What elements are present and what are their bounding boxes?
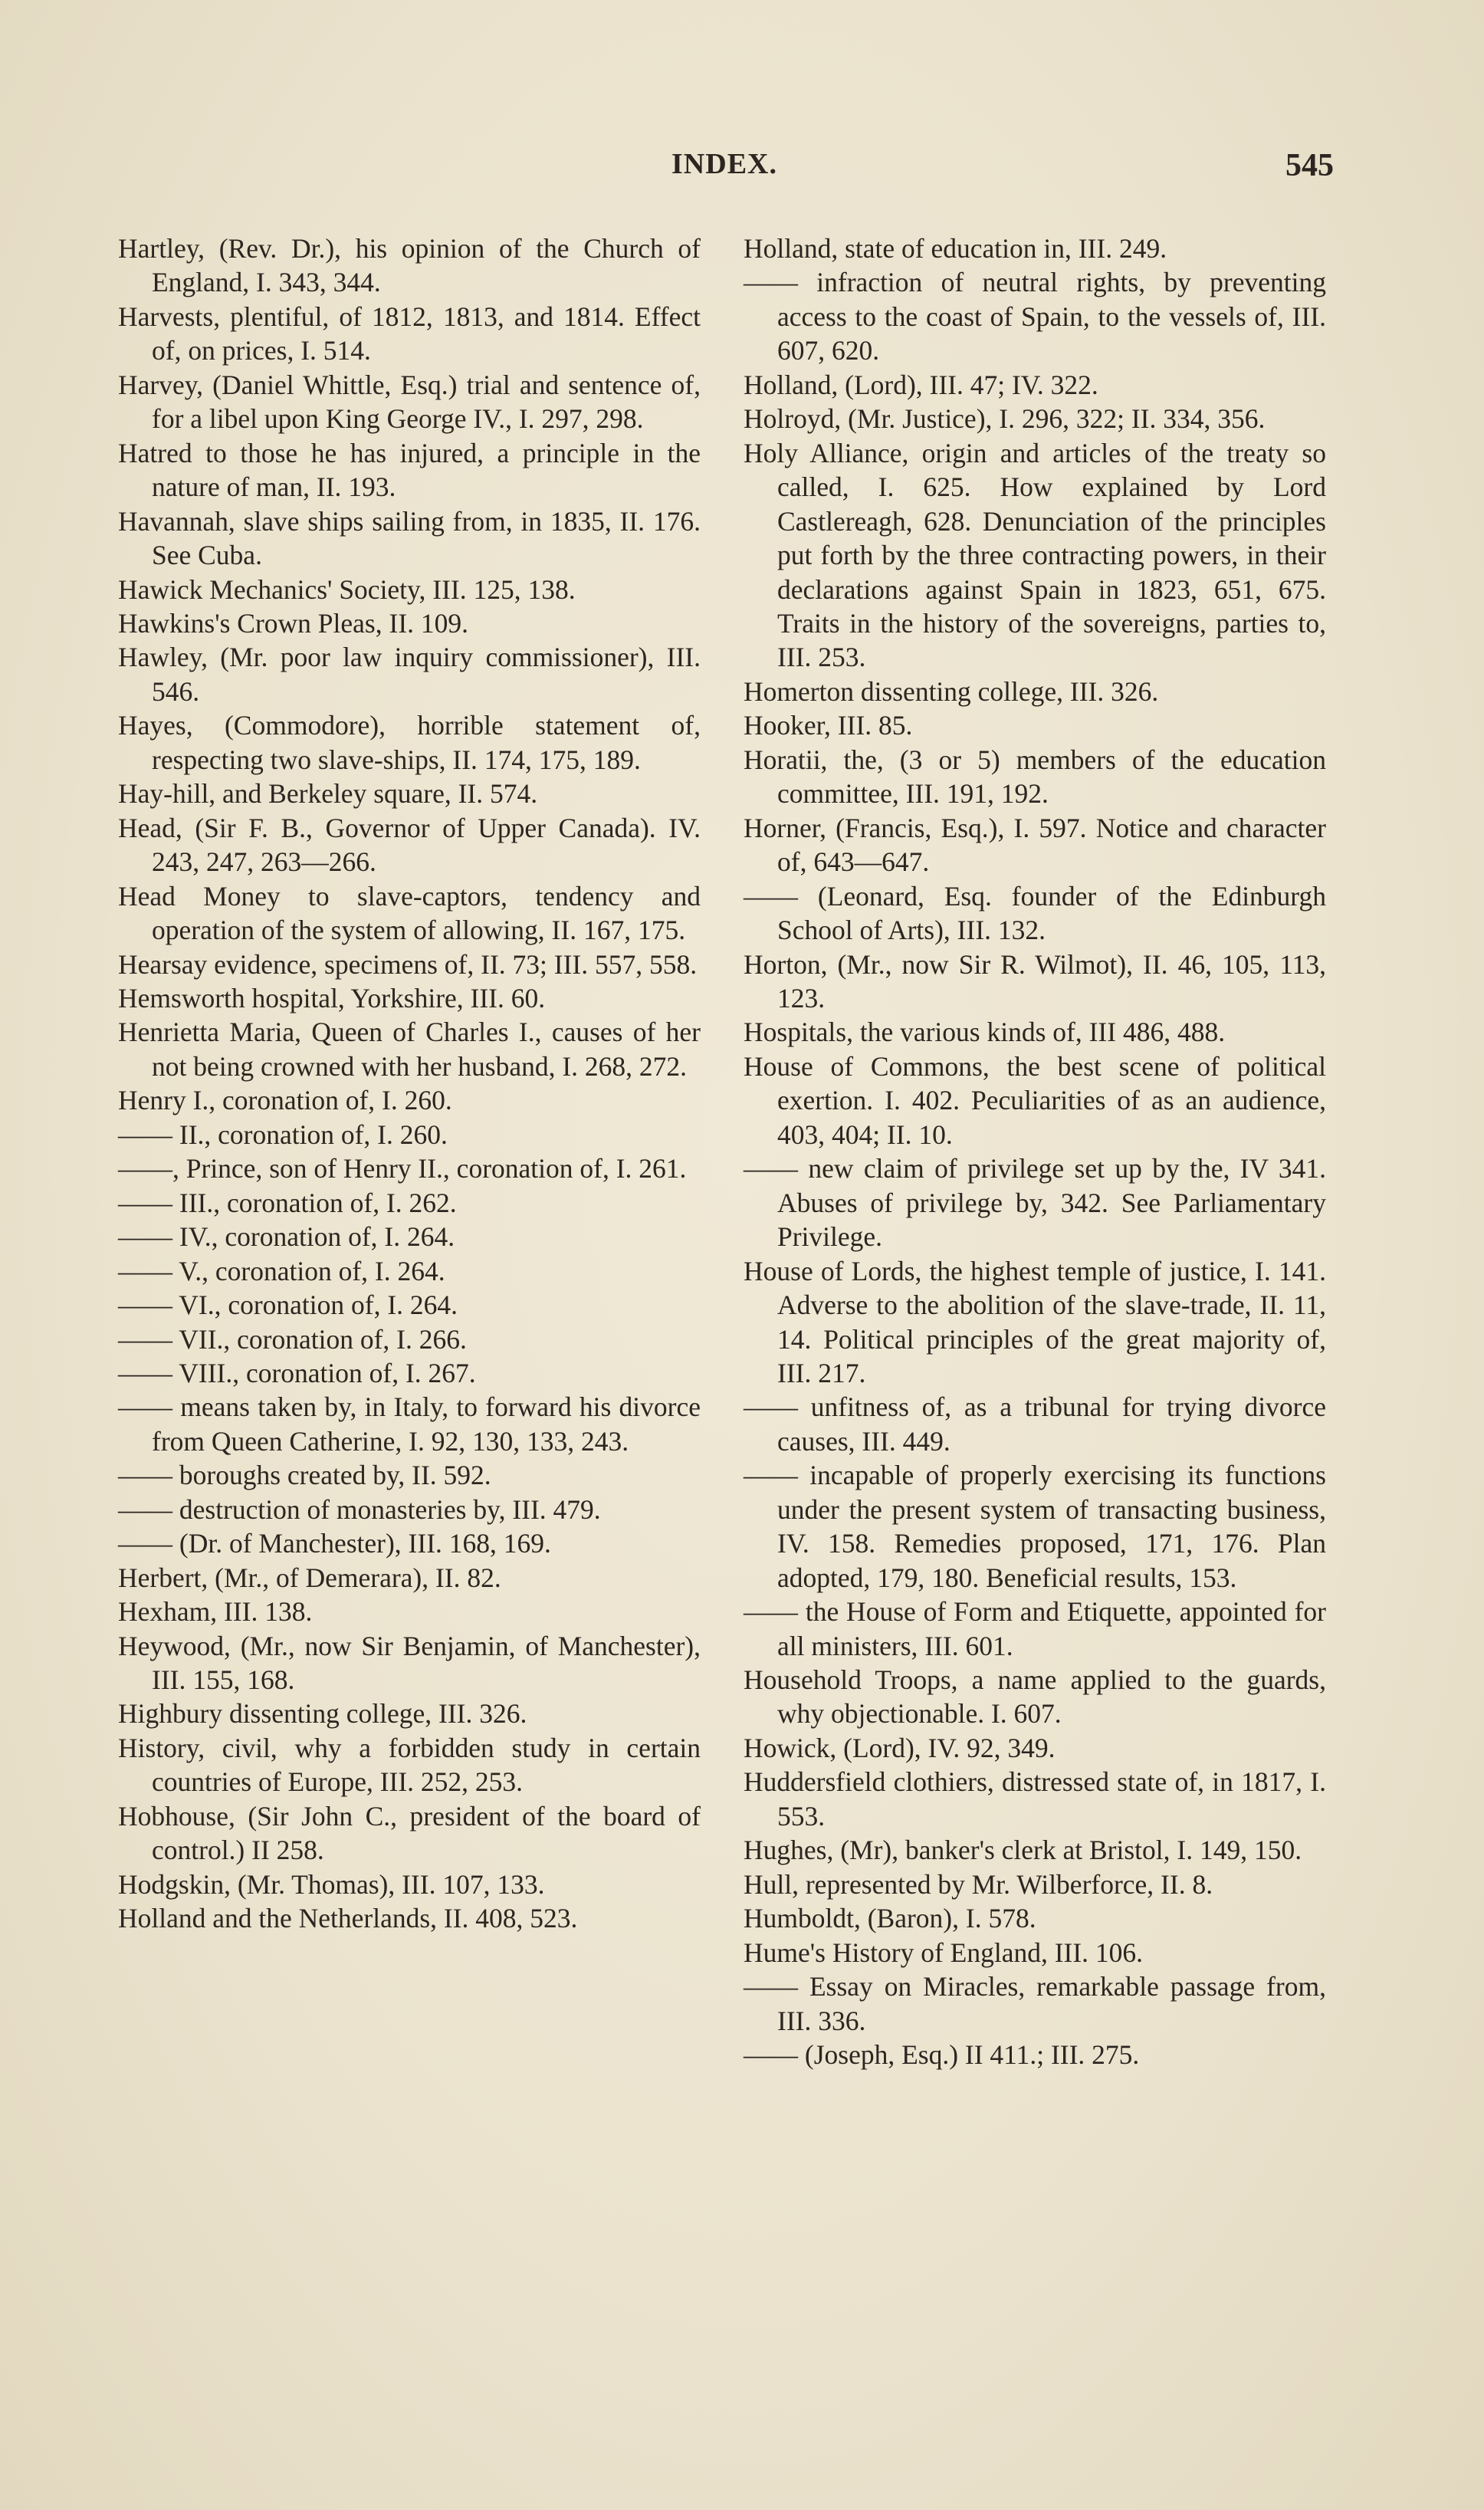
index-entry: Humboldt, (Baron), I. 578. — [744, 1903, 1036, 1934]
index-entry: Hexham, III. 138. — [118, 1596, 313, 1628]
index-entry: Harvey, (Daniel Whittle, Esq.) trial and sentence of, for a libel upon King George IV., I. 297, 298. — [118, 369, 701, 435]
index-entry: —— (Leonard, Esq. founder of the Edinburgh School of Arts), III. 132. — [744, 880, 1326, 946]
index-entry: Henrietta Maria, Queen of Charles I., causes of her not being crowned with her husband, I. 268, 272. — [118, 1017, 701, 1082]
index-entry: House of Commons, the best scene of political exertion. I. 402. Peculiarities of as an audience, 403, 404; II. 10. — [744, 1050, 1326, 1150]
index-entry: Hatred to those he has injured, a principle in the nature of man, II. 193. — [118, 437, 701, 503]
index-entry: Hemsworth hospital, Yorkshire, III. 60. — [118, 982, 546, 1014]
index-entry: —— VI., coronation of, I. 264. — [118, 1289, 458, 1321]
index-entry: Hobhouse, (Sir John C., president of the board of control.) II 258. — [118, 1800, 701, 1866]
index-entry: Huddersfield clothiers, distressed state of, in 1817, I. 553. — [744, 1766, 1326, 1832]
index-entry: Head, (Sir F. B., Governor of Upper Canada). IV. 243, 247, 263—266. — [118, 812, 701, 878]
index-entry: Horner, (Francis, Esq.), I. 597. Notice and character of, 643—647. — [744, 812, 1326, 878]
index-entry: Horton, (Mr., now Sir R. Wilmot), II. 46, 105, 113, 123. — [744, 948, 1326, 1014]
index-entry: Head Money to slave-captors, tendency and operation of the system of allowing, II. 167, 175. — [118, 880, 701, 946]
index-entry: —— infraction of neutral rights, by preventing access to the coast of Spain, to the vessels of, III. 607, 620. — [744, 267, 1326, 366]
index-entry: Herbert, (Mr., of Demerara), II. 82. — [118, 1562, 501, 1593]
page-number: 545 — [1285, 148, 1334, 183]
index-entry: Hull, represented by Mr. Wilberforce, II. 8. — [744, 1868, 1213, 1900]
index-entry: Hayes, (Commodore), horrible statement of, respecting two slave-ships, II. 174, 175, 189. — [118, 710, 701, 775]
index-entry: ——, Prince, son of Henry II., coronation of, I. 261. — [118, 1153, 687, 1184]
index-entry: —— II., coronation of, I. 260. — [118, 1119, 448, 1150]
index-entry: —— the House of Form and Etiquette, appointed for all ministers, III. 601. — [744, 1596, 1326, 1661]
index-entry: —— means taken by, in Italy, to forward his divorce from Queen Catherine, I. 92, 130, 133, 243. — [118, 1391, 701, 1457]
index-entry: —— (Dr. of Manchester), III. 168, 169. — [118, 1528, 551, 1559]
index-entry: Hodgskin, (Mr. Thomas), III. 107, 133. — [118, 1868, 545, 1900]
index-entry: Hartley, (Rev. Dr.), his opinion of the Church of England, I. 343, 344. — [118, 233, 701, 298]
index-entry: Hay-hill, and Berkeley square, II. 574. — [118, 778, 538, 810]
index-entry: Holroyd, (Mr. Justice), I. 296, 322; II. 334, 356. — [744, 403, 1266, 435]
index-entry: Holland, state of education in, III. 249. — [744, 233, 1167, 264]
index-entry: —— Essay on Miracles, remarkable passage from, III. 336. — [744, 1971, 1326, 2036]
index-entry: Hearsay evidence, specimens of, II. 73; III. 557, 558. — [118, 948, 698, 980]
index-entry: Holland and the Netherlands, II. 408, 523. — [118, 1903, 578, 1934]
index-entry: Horatii, the, (3 or 5) members of the education committee, III. 191, 192. — [744, 744, 1326, 810]
index-entry: —— incapable of properly exercising its functions under the present system of transacting business, IV. 158. Remedies proposed, 171, 176. Plan adopted, 179, 180. Beneficial results, 153. — [744, 1460, 1326, 1593]
index-entry: Highbury dissenting college, III. 326. — [118, 1698, 527, 1730]
running-title: INDEX. — [671, 148, 777, 180]
index-entry: —— V., coronation of, I. 264. — [118, 1255, 445, 1286]
index-entry: —— III., coronation of, I. 262. — [118, 1187, 457, 1218]
index-entry: Harvests, plentiful, of 1812, 1813, and 1814. Effect of, on prices, I. 514. — [118, 301, 701, 366]
index-entry: Hume's History of England, III. 106. — [744, 1937, 1144, 1968]
index-entry: Household Troops, a name applied to the guards, why objectionable. I. 607. — [744, 1664, 1326, 1730]
index-entry: Hughes, (Mr), banker's clerk at Bristol, I. 149, 150. — [744, 1835, 1302, 1866]
index-column-right — [744, 232, 1326, 2071]
index-entry: History, civil, why a forbidden study in certain countries of Europe, III. 252, 253. — [118, 1732, 701, 1798]
index-entry: Holland, (Lord), III. 47; IV. 322. — [744, 369, 1098, 400]
index-entry: Hawley, (Mr. poor law inquiry commissioner), III. 546. — [118, 642, 701, 707]
index-entry: —— unfitness of, as a tribunal for trying divorce causes, III. 449. — [744, 1391, 1326, 1457]
index-entry: —— IV., coronation of, I. 264. — [118, 1221, 455, 1253]
index-entry: Heywood, (Mr., now Sir Benjamin, of Manchester), III. 155, 168. — [118, 1630, 701, 1696]
index-entry: —— boroughs created by, II. 592. — [118, 1460, 491, 1491]
index-entry: House of Lords, the highest temple of justice, I. 141. Adverse to the abolition of the slave-trade, II. 11, 14. Political principles of the great majority of, III. 217. — [744, 1255, 1326, 1388]
index-entry: —— (Joseph, Esq.) II 411.; III. 275. — [744, 2039, 1140, 2071]
page-header — [115, 147, 1334, 201]
index-entry: Howick, (Lord), IV. 92, 349. — [744, 1732, 1056, 1763]
index-entry: Hospitals, the various kinds of, III 486, 488. — [744, 1017, 1226, 1048]
index-entry: Havannah, slave ships sailing from, in 1835, II. 176. See Cuba. — [118, 505, 701, 571]
index-entry: —— new claim of privilege set up by the, IV 341. Abuses of privilege by, 342. See Parliamentary Privilege. — [744, 1153, 1326, 1253]
index-entry: Hawkins's Crown Pleas, II. 109. — [118, 607, 469, 639]
index-entry: Hawick Mechanics' Society, III. 125, 138. — [118, 573, 576, 605]
index-entry: Henry I., coronation of, I. 260. — [118, 1085, 452, 1116]
index-entry: Homerton dissenting college, III. 326. — [744, 675, 1159, 707]
index-entry: Holy Alliance, origin and articles of the treaty so called, I. 625. How explained by Lord Castlereagh, 628. Denunciation of the principles put forth by the three contracting powers, in their declarations against Spain in 1823, 651, 675. Traits in the history of the sovereigns, parties to, III. 253. — [744, 437, 1326, 673]
index-column-left — [118, 232, 701, 1936]
index-entry: —— destruction of monasteries by, III. 479. — [118, 1493, 601, 1525]
index-entry: —— VIII., coronation of, I. 267. — [118, 1357, 476, 1388]
index-entry: —— VII., coronation of, I. 266. — [118, 1323, 467, 1355]
index-entry: Hooker, III. 85. — [744, 710, 913, 741]
